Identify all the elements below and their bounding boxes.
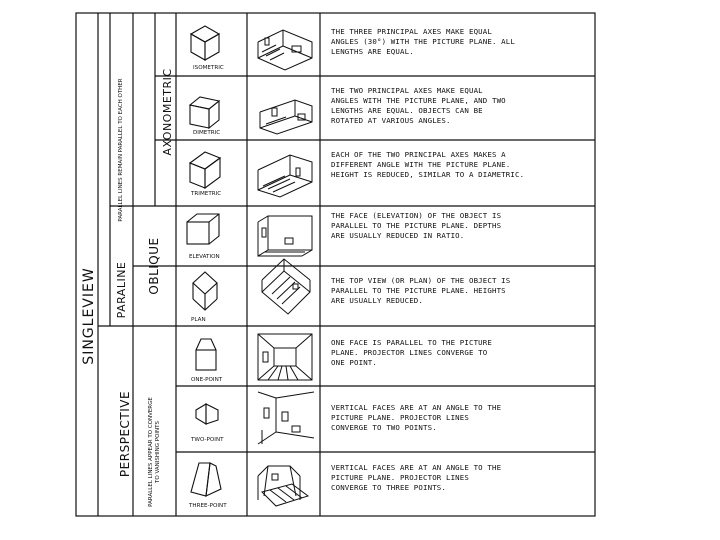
description-line: LENGTHS ARE EQUAL. (331, 47, 414, 56)
row-label-trimetric: TRIMETRIC (191, 191, 222, 197)
description-line: CONVERGE TO TWO POINTS. (331, 423, 437, 432)
row-label-three-point: THREE-POINT (189, 503, 227, 509)
perspective-header: PERSPECTIVE (118, 390, 132, 478)
description-line: PICTURE PLANE. PROJECTOR LINES (331, 473, 469, 482)
two-point-room-sketch (258, 392, 314, 444)
one-point-room-sketch (258, 334, 312, 380)
description-trimetric (331, 150, 524, 179)
description-isometric (331, 27, 515, 56)
description-line: CONVERGE TO THREE POINTS. (331, 483, 446, 492)
description-elevation (331, 211, 501, 240)
row-label-plan: PLAN (191, 317, 206, 323)
description-line: THE TOP VIEW (OR PLAN) OF THE OBJECT IS (331, 276, 511, 285)
trimetric-room-sketch (258, 155, 312, 197)
description-line: DIFFERENT ANGLE WITH THE PICTURE PLANE. (331, 160, 511, 169)
row-label-two-point: TWO-POINT (191, 437, 224, 443)
description-two-point (331, 403, 501, 432)
description-line: PARALLEL TO THE PICTURE PLANE. HEIGHTS (331, 286, 506, 295)
description-line: PICTURE PLANE. PROJECTOR LINES (331, 413, 469, 422)
single-view-header: SINGLEVIEW (81, 267, 97, 365)
row-label-isometric: ISOMETRIC (193, 65, 224, 71)
row-label-elevation: ELEVATION (189, 254, 220, 260)
description-line: EACH OF THE TWO PRINCIPAL AXES MAKES A (331, 150, 506, 159)
paraline-note: PARALLEL LINES REMAIN PARALLEL TO EACH OTHER (118, 78, 124, 222)
trimetric-object-sketch (190, 152, 220, 188)
dimetric-room-sketch (260, 100, 312, 134)
description-line: ANGLES WITH THE PICTURE PLANE, AND TWO (331, 96, 506, 105)
description-one-point (331, 338, 492, 367)
elevation-room-sketch (258, 216, 312, 256)
elevation-object-sketch (187, 214, 219, 244)
paraline-header: PARALINE (115, 261, 128, 319)
description-line: ONE POINT. (331, 358, 377, 367)
description-line: THE THREE PRINCIPAL AXES MAKE EQUAL (331, 27, 492, 36)
row-label-one-point: ONE-POINT (191, 377, 223, 383)
description-line: PLANE. PROJECTOR LINES CONVERGE TO (331, 348, 488, 357)
dimetric-object-sketch (190, 97, 219, 128)
axonometric-header: AXONOMETRIC (161, 68, 174, 156)
perspective-note-line-1: PARALLEL LINES APPEAR TO CONVERGE (148, 397, 154, 507)
description-line: ARE USUALLY REDUCED. (331, 296, 423, 305)
oblique-header: OBLIQUE (147, 237, 161, 295)
three-point-object-sketch (191, 463, 221, 496)
isometric-room-sketch (258, 30, 312, 70)
one-point-object-sketch (196, 339, 216, 370)
isometric-object-sketch (191, 26, 219, 60)
description-dimetric (331, 86, 506, 125)
description-plan (331, 276, 510, 305)
description-line: ONE FACE IS PARALLEL TO THE PICTURE (331, 338, 492, 347)
description-line: PARALLEL TO THE PICTURE PLANE. DEPTHS (331, 221, 502, 230)
plan-room-sketch (262, 259, 310, 314)
two-point-object-sketch (196, 404, 218, 424)
perspective-note-line-2: TO VANISHING POINTS (155, 421, 161, 483)
description-line: THE TWO PRINCIPAL AXES MAKE EQUAL (331, 86, 483, 95)
description-line: VERTICAL FACES ARE AT AN ANGLE TO THE (331, 403, 502, 412)
row-label-dimetric: DIMETRIC (193, 130, 221, 136)
plan-object-sketch (193, 272, 217, 310)
description-line: THE FACE (ELEVATION) OF THE OBJECT IS (331, 211, 502, 220)
description-line: ANGLES (30°) WITH THE PICTURE PLANE. ALL (331, 37, 515, 46)
description-line: HEIGHT IS REDUCED, SIMILAR TO A DIAMETRIC. (331, 170, 525, 179)
description-line: VERTICAL FACES ARE AT AN ANGLE TO THE (331, 463, 502, 472)
description-line: ROTATED AT VARIOUS ANGLES. (331, 116, 451, 125)
description-line: ARE USUALLY REDUCED IN RATIO. (331, 231, 465, 240)
description-line: LENGTHS ARE EQUAL. OBJECTS CAN BE (331, 106, 483, 115)
description-three-point (331, 463, 501, 492)
three-point-room-sketch (258, 466, 308, 506)
